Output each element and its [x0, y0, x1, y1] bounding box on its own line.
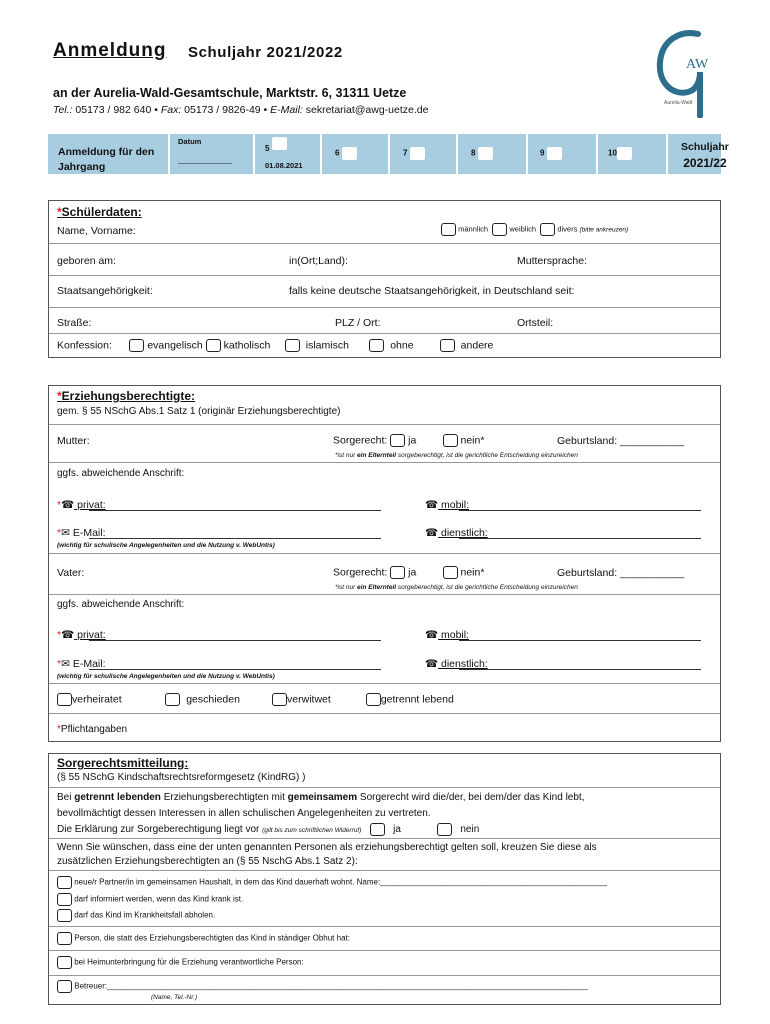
sorgerecht-note [335, 584, 578, 591]
grade-divider [456, 134, 458, 174]
sorgerecht-label: Sorgerecht: [333, 566, 388, 579]
mail-value: sekretariat@awg-uetze.de [302, 104, 429, 116]
section-sorgerecht [48, 753, 721, 1005]
logo-sub: Aurelia-Wald [664, 100, 693, 106]
note-pre: *ist nur [335, 452, 358, 459]
grade-bar [48, 134, 729, 174]
informiert-checkbox[interactable] [57, 893, 72, 906]
vater-dienstlich-line[interactable] [459, 669, 701, 670]
betreuer-label: Betreuer:____________________________________________________________________________________________________________ [74, 981, 588, 991]
opt-person [57, 932, 350, 945]
ggfs-label: ggfs. abweichende Anschrift: [57, 599, 185, 610]
pflichtangaben [57, 724, 127, 735]
email-label: E-Mail: [69, 527, 106, 539]
verheiratet-label: verheiratet [72, 693, 122, 706]
sorg-w2: zusätzlichen Erziehungsberechtigten an (§ 55 NschG Abs.1 Satz 2): [57, 856, 358, 867]
ohne-label: ohne [390, 339, 414, 352]
doc-subtitle: Schuljahr 2021/2022 [188, 44, 343, 61]
getrennt-label: getrennt lebend [380, 693, 454, 706]
school-address: an der Aurelia-Wald-Gesamtschule, Marktstr. 6, 31311 Uetze [53, 86, 407, 100]
phone-icon: ☎ [425, 499, 439, 511]
p1-e: Sorgerecht wird die/der, bei dem/der das Kind lebt, [357, 792, 585, 803]
vater-ja-checkbox[interactable] [390, 566, 405, 579]
ja-label: ja [408, 566, 417, 579]
geschieden-checkbox[interactable] [165, 693, 180, 706]
erklaerung-ja-checkbox[interactable] [370, 823, 385, 836]
grade-9[interactable] [540, 147, 562, 160]
falls-label: falls keine deutsche Staatsangehörigkeit, in Deutschland seit: [289, 285, 575, 297]
grade-7[interactable] [403, 147, 425, 160]
ortsteil-label: Ortsteil: [517, 317, 554, 329]
grade-10-label: 10 [608, 148, 617, 158]
mobil-label: mobil: [438, 499, 470, 511]
islamisch-label: islamisch [305, 339, 349, 352]
logo-lettering: AW [686, 57, 709, 72]
andere-checkbox[interactable] [440, 339, 455, 352]
familienstand-row [57, 693, 454, 706]
geboren-label: geboren am: [57, 255, 116, 267]
wichtig-note: (wichtig für schulische Angelegenheiten und die Nutzung v. WebUntis) [57, 673, 275, 680]
divers-label: divers [557, 224, 578, 234]
mutter-label: Mutter: [57, 435, 90, 447]
grade-9-checkbox[interactable] [547, 147, 562, 160]
p3-text: Die Erklärung zur Sorgeberechtigung liegt vor [57, 824, 260, 836]
envelope-icon: ✉ [61, 527, 70, 539]
heim-label: bei Heimunterbringung für die Erziehung verantwortliche Person: [74, 957, 304, 967]
contact-line [53, 104, 428, 116]
row-divider [49, 713, 720, 714]
schueler-title [57, 205, 142, 219]
konfession-label: Konfession: [57, 339, 112, 352]
grade-divider [320, 134, 322, 174]
schuljahr-value: 2021/22 [683, 156, 727, 170]
mutter-dienstlich-line[interactable] [459, 538, 701, 539]
person-checkbox[interactable] [57, 932, 72, 945]
weiblich-checkbox[interactable] [492, 223, 507, 236]
required-star: * [57, 629, 62, 641]
katholisch-checkbox[interactable] [206, 339, 221, 352]
grade-10[interactable] [608, 147, 632, 160]
row-divider [49, 424, 720, 425]
row-divider [49, 275, 720, 276]
mutter-ja-checkbox[interactable] [390, 434, 405, 447]
grade-6-label: 6 [335, 148, 340, 158]
row-divider [49, 683, 720, 684]
sorg-title: Sorgerechtsmitteilung: [57, 756, 189, 770]
grade-divider [596, 134, 598, 174]
geschieden-label: geschieden [186, 693, 240, 706]
mutter-geburtsland: Geburtsland: ___________ [557, 435, 685, 447]
vater-privat-line[interactable] [89, 640, 381, 641]
tel-label: Tel.: [53, 104, 73, 116]
grade-10-checkbox[interactable] [617, 147, 632, 160]
required-star: * [57, 527, 62, 539]
nein-label: nein* [460, 566, 485, 579]
konfession-row [57, 339, 493, 352]
ohne-checkbox[interactable] [369, 339, 384, 352]
grade-5[interactable] [265, 144, 287, 153]
partner-label: neue/r Partner/in im gemeinsamen Haushalt, in dem das Kind dauerhaft wohnt. Name:___________________________________________________ [74, 877, 608, 887]
islamisch-checkbox[interactable] [285, 339, 300, 352]
getrennt-checkbox[interactable] [366, 693, 381, 706]
person-label: Person, die statt des Erziehungsberechtigten das Kind in ständiger Obhut hat: [74, 933, 350, 943]
grade-5-label: 5 [265, 144, 270, 153]
erklaerung-nein-checkbox[interactable] [437, 823, 452, 836]
p1-b: getrennt lebenden [74, 792, 161, 803]
mutter-nein-checkbox[interactable] [443, 434, 458, 447]
informiert-label: darf informiert werden, wenn das Kind krank ist. [74, 894, 244, 904]
heim-checkbox[interactable] [57, 956, 72, 969]
mail-label: E-Mail: [270, 104, 303, 116]
row-divider [49, 870, 720, 871]
note-post: sorgeberechtigt, ist die gerichtliche Entscheidung einzureichen [396, 452, 578, 459]
required-star: * [57, 658, 62, 670]
vater-email-line[interactable] [89, 669, 381, 670]
section-erziehungsberechtigte [48, 385, 721, 742]
phone-icon: ☎ [61, 499, 75, 511]
p1-a: Bei [57, 792, 75, 803]
required-star: * [57, 499, 62, 511]
grade-7-checkbox[interactable] [410, 147, 425, 160]
ort-label: in(Ort;Land): [289, 255, 348, 267]
grade-8-checkbox[interactable] [478, 147, 493, 160]
datum-label: Datum [178, 137, 202, 146]
nein-label: nein [460, 824, 480, 836]
ja-label: ja [393, 824, 401, 836]
mutter-mobil-line[interactable] [459, 510, 701, 511]
tel-value: 05173 / 982 640 • [72, 104, 158, 116]
ggfs-label: ggfs. abweichende Anschrift: [57, 468, 185, 479]
grade-5-checkbox[interactable] [272, 137, 287, 150]
divers-checkbox[interactable] [540, 223, 555, 236]
abholen-label: darf das Kind im Krankheitsfall abholen. [74, 910, 216, 920]
dienstlich-label: dienstlich: [438, 527, 488, 539]
sorg-p3 [57, 823, 479, 836]
schuljahr-box [681, 139, 729, 172]
grade-divider [526, 134, 528, 174]
ja-label: ja [408, 434, 417, 447]
partner-checkbox[interactable] [57, 876, 72, 889]
grade-8[interactable] [471, 147, 493, 160]
staat-label: Staatsangehörigkeit: [57, 285, 153, 297]
grade-9-label: 9 [540, 148, 545, 158]
mutter-privat-line[interactable] [89, 510, 381, 511]
p1-d: gemeinsamem [287, 792, 358, 803]
plz-label: PLZ / Ort: [335, 317, 381, 329]
fax-value: 05173 / 9826-49 • [181, 104, 268, 116]
schueler-title-text: Schülerdaten: [61, 205, 142, 219]
grade-5-date: 01.08.2021 [265, 161, 303, 170]
opt-betreuer [57, 980, 588, 993]
p3-small: (gilt bis zum schriftlichen Widerruf) [262, 827, 362, 835]
row-divider [49, 333, 720, 334]
row-divider [49, 594, 720, 595]
envelope-icon: ✉ [61, 658, 70, 670]
grade-8-label: 8 [471, 148, 476, 158]
email-label: E-Mail: [69, 658, 106, 670]
opt-informiert [57, 893, 243, 906]
row-divider [49, 462, 720, 463]
doc-title: Anmeldung [53, 40, 167, 61]
sorg-subtitle: (§ 55 NSchG Kindschaftsrechtsreformgesetz (KindRG) ) [57, 772, 306, 783]
row-divider [49, 950, 720, 951]
sorgerecht-note [335, 452, 578, 459]
evangelisch-checkbox[interactable] [129, 339, 144, 352]
row-divider [49, 787, 720, 788]
muttersprache-label: Muttersprache: [517, 255, 588, 267]
mobil-label: mobil: [438, 629, 470, 641]
andere-label: andere [460, 339, 494, 352]
p1-c: Erziehungsberechtigten mit [160, 792, 288, 803]
grade-6-checkbox[interactable] [342, 147, 357, 160]
fax-label: Fax: [160, 104, 182, 116]
maennlich-label: männlich [458, 224, 489, 234]
evangelisch-label: evangelisch [147, 339, 203, 352]
vater-nein-checkbox[interactable] [443, 566, 458, 579]
opt-partner [57, 876, 607, 889]
betreuer-checkbox[interactable] [57, 980, 72, 993]
required-star: * [57, 389, 62, 403]
row-divider [49, 307, 720, 308]
section-schuelerdaten [48, 200, 721, 358]
opt-abholen [57, 909, 215, 922]
verwitwet-checkbox[interactable] [272, 693, 287, 706]
bitte-ankreuzen: (bitte ankreuzen) [579, 226, 629, 234]
grade-divider [253, 134, 255, 174]
sorgerecht-label: Sorgerecht: [333, 434, 388, 447]
vater-geburtsland: Geburtsland: ___________ [557, 567, 685, 579]
maennlich-checkbox[interactable] [441, 223, 456, 236]
nein-label: nein* [460, 434, 485, 447]
katholisch-label: katholisch [223, 339, 271, 352]
school-logo [650, 26, 720, 118]
required-star: * [57, 205, 62, 219]
grade-divider [666, 134, 668, 174]
grade-bar-label [58, 145, 154, 175]
erz-title [57, 389, 195, 403]
name-label: Name, Vorname: [57, 225, 136, 237]
row-divider [49, 975, 720, 976]
row-divider [49, 553, 720, 554]
verwitwet-label: verwitwet [287, 693, 331, 706]
sorg-w1: Wenn Sie wünschen, dass eine der unten genannten Personen als erziehungsberechtigt gelten soll, kreuzen Sie diese als [57, 842, 597, 853]
sorg-p1 [57, 792, 585, 803]
vater-label: Vater: [57, 567, 85, 579]
grade-7-label: 7 [403, 148, 408, 158]
phone-icon: ☎ [61, 629, 75, 641]
phone-icon: ☎ [425, 527, 439, 539]
phone-icon: ☎ [425, 629, 439, 641]
grade-divider [388, 134, 390, 174]
mutter-sorgerecht [333, 434, 484, 447]
note-pre: *ist nur [335, 584, 358, 591]
datum-line: _____________ [178, 155, 233, 164]
vater-sorgerecht [333, 566, 484, 579]
name-tel-hint: (Name, Tel.-Nr.) [151, 994, 198, 1001]
grade-6[interactable] [335, 147, 357, 160]
erz-subtitle: gem. § 55 NSchG Abs.1 Satz 1 (originär Erziehungsberechtigte) [57, 406, 341, 417]
note-bold: ein Elternteil [357, 452, 397, 459]
note-post: sorgeberechtigt, ist die gerichtliche Entscheidung einzureichen [396, 584, 578, 591]
phone-icon: ☎ [425, 658, 439, 670]
erz-title-text: Erziehungsberechtigte: [61, 389, 196, 403]
weiblich-label: weiblich [509, 224, 537, 234]
required-star: * [57, 724, 61, 735]
abholen-checkbox[interactable] [57, 909, 72, 922]
schuljahr-label: Schuljahr [681, 141, 729, 153]
pflicht-label: Pflichtangaben [60, 724, 128, 735]
dienstlich-label: dienstlich: [438, 658, 488, 670]
vater-mobil-line[interactable] [459, 640, 701, 641]
sorg-p2: bevollmächtigt dessen Interessen in allen schulischen Angelegenheiten zu vertreten. [57, 808, 431, 819]
grade-label-2: Jahrgang [58, 161, 106, 173]
verheiratet-checkbox[interactable] [57, 693, 72, 706]
strasse-label: Straße: [57, 317, 92, 329]
privat-label: privat: [74, 499, 106, 511]
gender-group [441, 223, 628, 236]
row-divider [49, 838, 720, 839]
row-divider [49, 243, 720, 244]
grade-divider [168, 134, 170, 174]
row-divider [49, 926, 720, 927]
opt-heim [57, 956, 304, 969]
privat-label: privat: [74, 629, 106, 641]
mutter-email-line[interactable] [89, 538, 381, 539]
note-bold: ein Elternteil [357, 584, 397, 591]
wichtig-note: (wichtig für schulische Angelegenheiten und die Nutzung v. WebUntis) [57, 542, 275, 549]
grade-label-1: Anmeldung für den [58, 146, 155, 158]
